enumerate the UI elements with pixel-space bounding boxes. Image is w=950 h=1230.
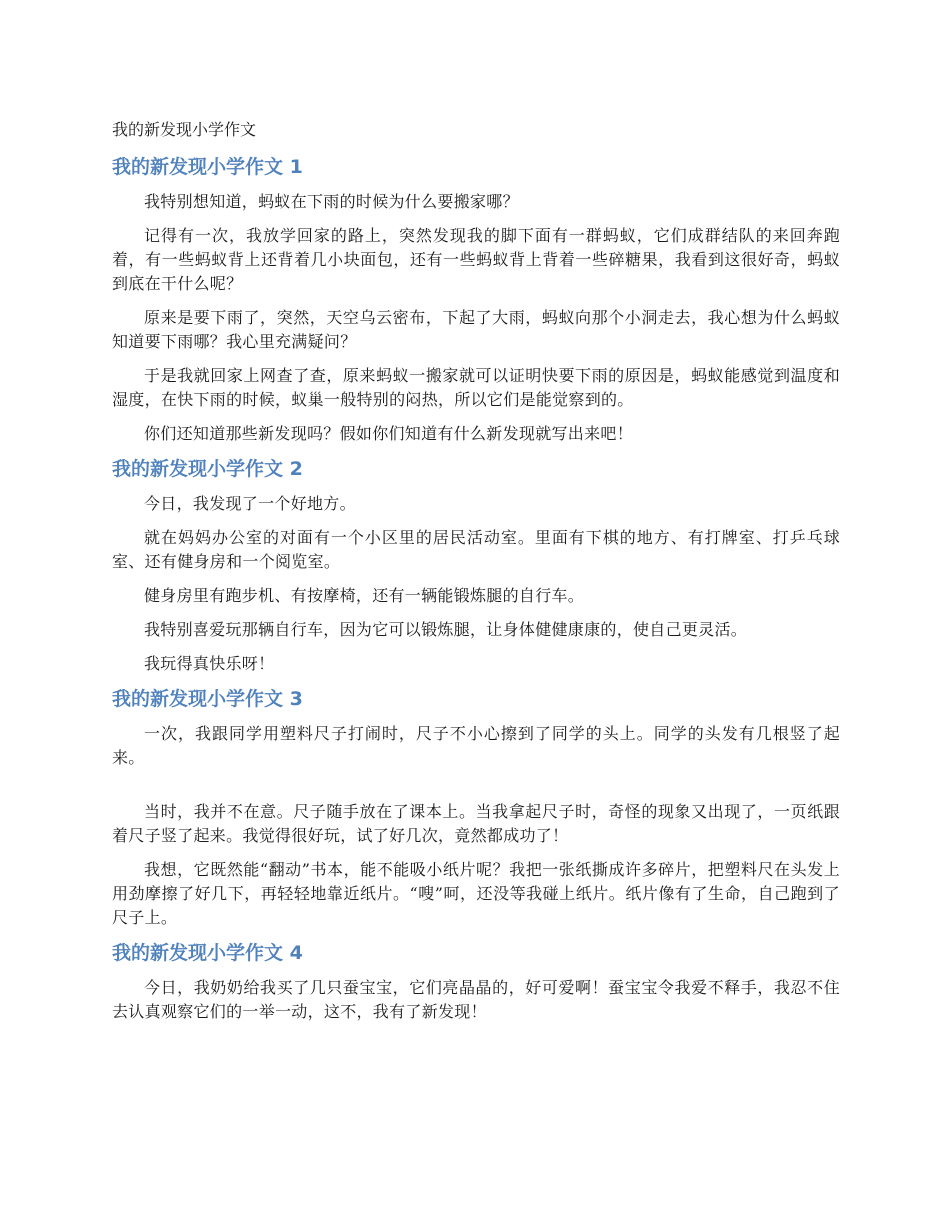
paragraph: 你们还知道那些新发现吗？假如你们知道有什么新发现就写出来吧！ bbox=[144, 424, 634, 443]
paragraph: 健身房里有跑步机、有按摩椅，还有一辆能锻炼腿的自行车。 bbox=[144, 586, 585, 605]
section-heading-4: 我的新发现小学作文 4 bbox=[112, 942, 303, 964]
paragraph: 就在妈妈办公室的对面有一个小区里的居民活动室。里面有下棋的地方、有打牌室、打乒乓球室、还有健身房和一个阅览室。 bbox=[112, 528, 840, 571]
paragraph: 原来是要下雨了，突然，天空乌云密布，下起了大雨，蚂蚁向那个小洞走去，我心想为什么蚂蚁知道要下雨哪？我心里充满疑问？ bbox=[112, 308, 840, 351]
essay-section-1 bbox=[112, 154, 840, 446]
section-heading-3: 我的新发现小学作文 3 bbox=[112, 688, 303, 710]
essay-section-2 bbox=[112, 456, 840, 676]
paragraph: 当时，我并不在意。尺子随手放在了课本上。当我拿起尺子时，奇怪的现象又出现了，一页纸跟着尺子竖了起来。我觉得很好玩，试了好几次，竟然都成功了！ bbox=[112, 802, 840, 845]
paragraph: 今日，我发现了一个好地方。 bbox=[144, 494, 356, 513]
paragraph: 我特别想知道，蚂蚁在下雨的时候为什么要搬家哪？ bbox=[144, 192, 519, 211]
essay-section-4 bbox=[112, 940, 840, 1024]
paragraph: 今日，我奶奶给我买了几只蚕宝宝，它们亮晶晶的，好可爱啊！蚕宝宝令我爱不释手，我忍不住去认真观察它们的一举一动，这不，我有了新发现！ bbox=[112, 978, 840, 1021]
paragraph: 于是我就回家上网查了查，原来蚂蚁一搬家就可以证明快要下雨的原因是，蚂蚁能感觉到温度和湿度，在快下雨的时候，蚁巢一般特别的闷热，所以它们是能觉察到的。 bbox=[112, 366, 840, 409]
paragraph: 我想，它既然能“翻动”书本，能不能吸小纸片呢？我把一张纸撕成许多碎片，把塑料尺在头发上用劲摩擦了好几下，再轻轻地靠近纸片。“嗖”呵，还没等我碰上纸片。纸片像有了生命，自己跑到了尺子上。 bbox=[112, 860, 840, 927]
paragraph: 我特别喜爱玩那辆自行车，因为它可以锻炼腿，让身体健健康康的，使自己更灵活。 bbox=[144, 620, 748, 639]
paragraph: 我玩得真快乐呀！ bbox=[144, 654, 275, 673]
essay-section-3 bbox=[112, 686, 840, 930]
section-heading-1: 我的新发现小学作文 1 bbox=[112, 156, 303, 178]
paragraph: 一次，我跟同学用塑料尺子打闹时，尺子不小心擦到了同学的头上。同学的头发有几根竖了起来。 bbox=[112, 724, 840, 767]
paragraph: 记得有一次，我放学回家的路上，突然发现我的脚下面有一群蚂蚁，它们成群结队的来回奔跑着，有一些蚂蚁背上还背着几小块面包，还有一些蚂蚁背上背着一些碎糖果，我看到这很好奇，蚂蚁到底在干什么呢？ bbox=[112, 226, 840, 293]
document-page bbox=[112, 118, 840, 1034]
section-heading-2: 我的新发现小学作文 2 bbox=[112, 458, 303, 480]
document-title: 我的新发现小学作文 bbox=[112, 120, 257, 139]
